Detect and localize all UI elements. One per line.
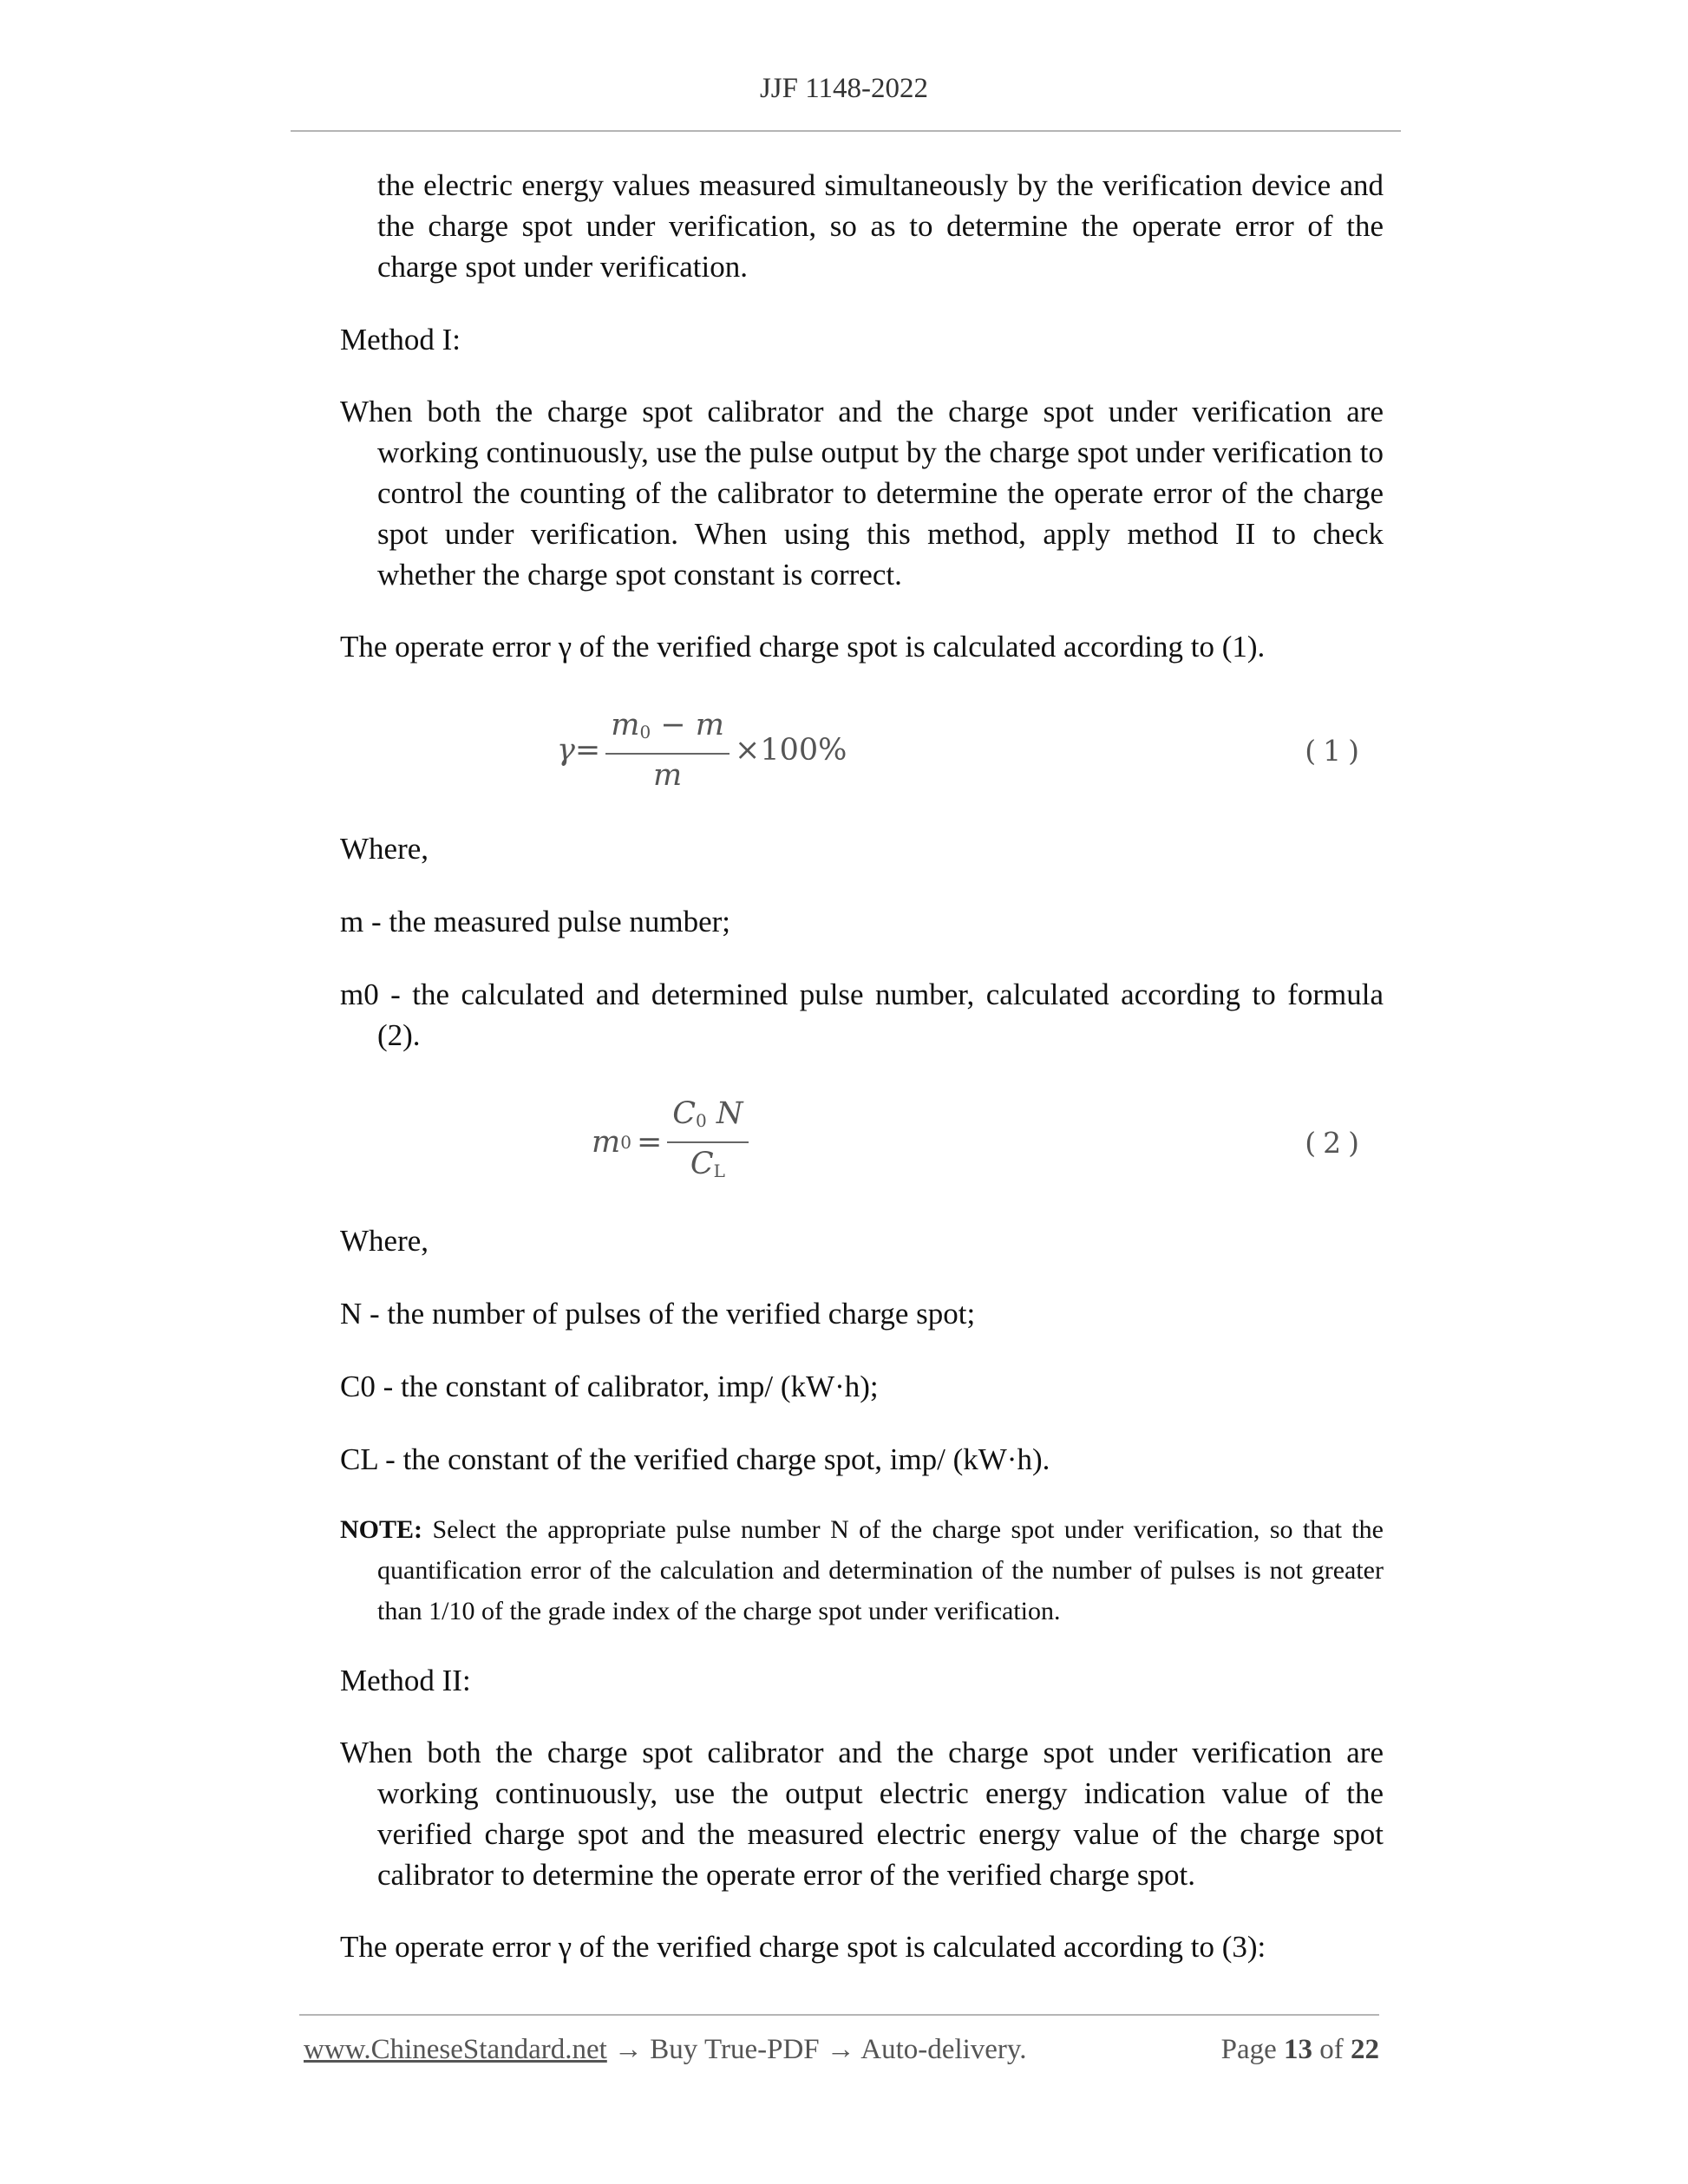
where-label-2: Where, (340, 1224, 429, 1258)
where-label-1: Where, (340, 832, 429, 866)
page-counter: Page 13 of 22 (1220, 2034, 1379, 2065)
definition-m: m - the measured pulse number; (340, 905, 731, 938)
definition-m0: m0 - the calculated and determined pulse number, calculated according to formula (2). (340, 978, 1384, 1052)
method-2-title: Method II: (340, 1664, 471, 1697)
formula-3-intro: The operate error γ of the verified charge spot is calculated according to (3): (340, 1930, 1266, 1964)
total-page-number: 22 (1351, 2034, 1379, 2065)
method-2-description: When both the charge spot calibrator and the charge spot under verification are working continuously, use the output electric energy indication value of the verified charge spot and the measured electric energy value of the charge spot calibrator to determine the operate error of the verified charge spot. (340, 1736, 1384, 1892)
formula-1-denominator: m (653, 758, 683, 793)
formula-1-intro: The operate error γ of the verified charge spot is calculated according to (1). (340, 630, 1266, 664)
header-rule (291, 130, 1401, 132)
chinesestandard-link[interactable]: www.ChineseStandard.net (304, 2034, 607, 2065)
page-footer (304, 2034, 1379, 2077)
formula-2: m 0 = $\frac{C_0 N}{C_L}$ (2) (340, 1082, 1384, 1203)
note-paragraph (340, 1509, 1384, 1631)
note-text: Select the appropriate pulse number N of the charge spot under verification, so that the quantification error of the calculation and determination of the number of pulses is not greater than 1/10 of the grade index of the charge spot under verification. (377, 1515, 1384, 1625)
method-1-title: Method I: (340, 323, 461, 356)
definition-N: N - the number of pulses of the verified charge spot; (340, 1297, 976, 1331)
definition-CL: CL - the constant of the verified charge spot, imp/ (kW·h). (340, 1442, 1050, 1476)
formula-2-m0: m (592, 1124, 621, 1160)
current-page-number: 13 (1284, 2034, 1312, 2065)
continuation-paragraph: the electric energy values measured simultaneously by the verification device and the charge spot under verification, so as to determine the operate error of the charge spot under verification. (377, 168, 1384, 284)
formula-1-percent: ×100% (735, 732, 847, 768)
formula-2-fraction: $\frac{C_0 N}{C_L}$ (667, 1096, 748, 1188)
footer-rule (299, 2014, 1379, 2016)
formula-2-number: (2) (1305, 1125, 1366, 1160)
document-body (340, 165, 1384, 1967)
footer-promo-text: → Buy True-PDF → Auto-delivery. (606, 2034, 1027, 2065)
formula-1-m0: m (611, 708, 640, 742)
definition-C0: C0 - the constant of calibrator, imp/ (kW·h); (340, 1370, 879, 1403)
formula-1-number: (1) (1305, 733, 1366, 768)
formula-1 (340, 690, 1384, 811)
note-label: NOTE: (340, 1515, 423, 1544)
formula-1-equals: = (574, 732, 601, 768)
formula-1-fraction: $\frac{m_0 - m}{m}$ (605, 708, 730, 793)
formula-2-equals: = (636, 1124, 663, 1160)
method-1-description: When both the charge spot calibrator and the charge spot under verification are working continuously, use the pulse output by the charge spot under verification to control the counting of the calibrator to determine the operate error of the charge spot under verification. When using this method, apply method II to check whether the charge spot constant is correct. (340, 395, 1384, 592)
formula-1-gamma: γ (557, 732, 575, 768)
document-header-code: JJF 1148-2022 (759, 73, 929, 104)
